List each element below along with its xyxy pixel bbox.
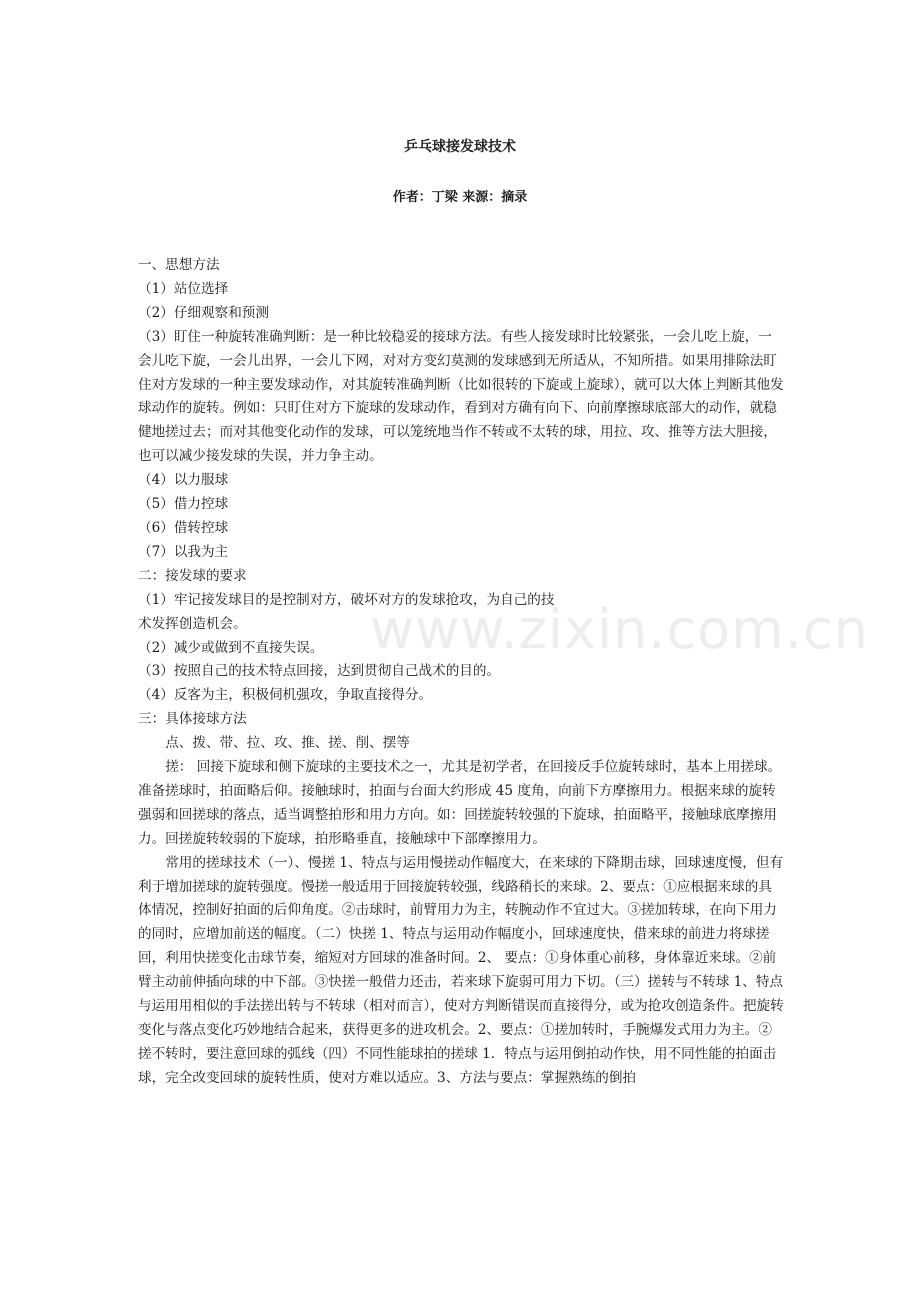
author-source-line: 作者：丁梁 来源：摘录 [392,190,528,205]
list-item: （4）反客为主，积极伺机强攻，争取直接得分。 [138,687,433,704]
list-item: （2）仔细观察和预测 [138,304,269,321]
technique-list: 点、拨、带、拉、攻、推、搓、削、摆等 [165,735,410,752]
document-body [138,254,784,1091]
section-heading-3: 三：具体接球方法 [138,711,247,728]
list-item: （4）以力服球 [138,472,229,489]
list-item: （3）按照自己的技术特点回接，达到贯彻自己战术的目的。 [138,663,501,680]
list-item: （1）牢记接发球目的是控制对方，破坏对方的发球抢攻，为自己的技 [138,591,555,608]
watermark: www.zixin.com.cn [370,598,869,661]
list-item: （1）站位选择 [138,280,229,297]
paragraph-push-techniques: 常用的搓球技术（一）、慢搓 1、特点与运用慢搓动作幅度大，在来球的下降期击球，回球速度慢，但有利于增加搓球的旋转强度。慢搓一般适用于回接旋转较强，线路稍长的来球。2、要点：①应根据来球的具体情况，控制好拍面的后仰角度。②击球时，前臂用力为主，转腕动作不宜过大。③搓加转球，在向下用力的同时，应增加前送的幅度。（二）快搓 1、特点与运用动作幅度小，回球速度快，借来球的前进力将球搓回，利用快搓变化击球节奏，缩短对方回球的准备时间。2、 要点：①身体重心前移，身体靠近来球。②前臂主动前伸插向球的中下部。③快搓一般借力还击，若来球下旋弱可用力下切。（三）搓转与不转球 1、特点与运用用相似的手法搓出转与不转球（相对而言），使对方判断错误而直接得分，或为抢攻创造条件。把旋转变化与落点变化巧妙地结合起来，获得更多的进攻机会。2、要点：①搓加转时，手腕爆发式用力为主。②搓不转时，要注意回球的弧线（四）不同性能球拍的搓球 1．特点与运用倒拍动作快，用不同性能的拍面击球，完全改变回球的旋转性质，使对方难以适应。3、方法与要点：掌握熟练的倒拍 [138,854,784,1086]
section-heading-1: 一、思想方法 [138,257,220,273]
list-item: （5）借力控球 [138,496,229,513]
paragraph-push-explained: 搓： 回接下旋球和侧下旋球的主要技术之一，尤其是初学者，在回接反手位旋转球时，基本上用搓球。准备搓球时，拍面略后仰。接触球时，拍面与台面大约形成 45 度角，向前下方摩擦用力。根据来球的旋转强弱和回搓球的落点，适当调整拍形和用力方向。如：回搓旋转较强的下旋球，拍面略平，接触球底摩擦用力。回搓旋转较弱的下旋球，拍形略垂直，接触球中下部摩擦用力。 [138,759,782,847]
list-item: （7）以我为主 [138,543,229,560]
list-item-continuation: 术发挥创造机会。 [138,615,247,632]
document-title: 乒乓球接发球技术 [404,139,516,155]
list-item: （6）借转控球 [138,519,229,536]
list-item-paragraph: （3）盯住一种旋转准确判断：是一种比较稳妥的接球方法。有些人接发球时比较紧张，一会儿吃上旋，一会儿吃下旋，一会儿出界，一会儿下网，对对方变幻莫测的发球感到无所适从，不知所措。如果用排除法盯住对方发球的一种主要发球动作，对其旋转准确判断（比如很转的下旋或上旋球），就可以大体上判断其他发球动作的旋转。例如：只盯住对方下旋球的发球动作，看到对方确有向下、向前摩擦球底部大的动作，就稳健地搓过去；而对其他变化动作的发球，可以笼统地当作不转或不太转的球，用拉、攻、推等方法大胆接，也可以减少接发球的失误，并力争主动。 [138,328,784,465]
list-item: （2）减少或做到不直接失误。 [138,639,324,656]
section-heading-2: 二：接发球的要求 [138,567,247,584]
